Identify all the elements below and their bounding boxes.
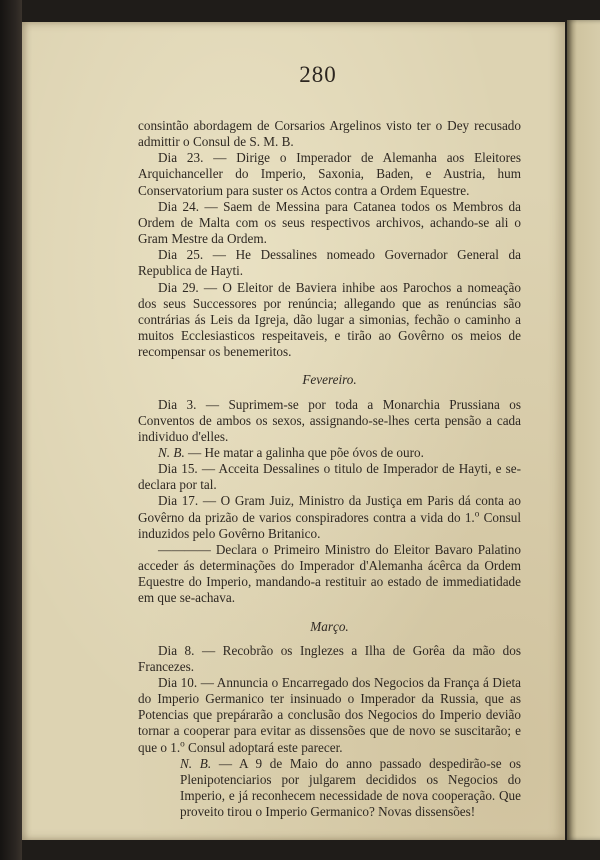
- entry-dia-15: Dia 15. — Acceita Dessalines o titulo de Imperador de Hayti, e se-declara por tal.: [138, 461, 521, 493]
- entry-dia-3: Dia 3. — Suprimem-se por toda a Monarchia Prussiana os Conventos de ambos os sexos, assignando-se-lhes certa pensão a cada individuo d'elles.: [138, 396, 521, 444]
- facing-page-edge: [567, 20, 600, 840]
- entry-text: Consul induzidos pelo Govêrno Britanico.: [138, 509, 522, 541]
- nb-label: N. B.: [180, 755, 212, 771]
- entry-dia-25: Dia 25. — He Dessalines nomeado Governador General da Republica de Hayti.: [138, 247, 521, 279]
- entry-dia-23: Dia 23. — Dirige o Imperador de Alemanha aos Eleitores Arquichanceller do Imperio, Saxonia, Baden, e Austria, hum Conservatorium para suster os Actos contra a Ordem Equestre.: [138, 150, 521, 198]
- month-heading-marco: Março.: [310, 618, 349, 634]
- nb-label: N. B.: [158, 444, 185, 460]
- nota-bene: [138, 756, 521, 821]
- entry-dia-29: Dia 29. — O Eleitor de Baviera inhibe aos Parochos a nomeação dos seus Successores por renúncia; allegando que as renúncias são contrárias ás Leis da Igreja, dão lugar a simonias, fechão o caminho a muitos Ecclesiasticos respeitaveis, e tirão ao Govêrno os meios de recompensar os benemeritos.: [138, 279, 521, 360]
- month-heading-fevereiro: Fevereiro.: [302, 372, 357, 388]
- nb-text: — A 9 de Maio do anno passado despedirão-se os Plenipotenciarios por julgarem decididos os Negocios do Imperio, e já reconhecem necessidade de nova cooperação. Que proveito tirou o Imperio Germanico? Novas dissensões!: [180, 755, 521, 820]
- nb-text: — He matar a galinha que põe óvos de ouro.: [184, 444, 424, 460]
- entry-text: Dia 10. — Annuncia o Encarregado dos Negocios da França á Dieta do Imperio Germanico ter insinuado o Imperador da Russia, que as Potencias que prepárarão a conclusão dos Negocios do Imperio devião tornar a cooperar para evitar as dissensões que de novo se suscitarão; e que o 1.: [138, 675, 521, 755]
- entry-dia-17: [138, 493, 521, 541]
- nota-bene: [138, 445, 521, 461]
- entry-dia-10: [138, 675, 521, 756]
- page-number: 280: [299, 62, 337, 87]
- superscript: o: [474, 508, 480, 519]
- page-text: [138, 118, 521, 820]
- entry-declara: ———— Declara o Primeiro Ministro do Eleitor Bavaro Palatino acceder ás determinações do Imperador d'Alemanha ácêrca da Ordem Equestre do Imperio, mandando-a restituir ao estado de immediatidade em que se-achava.: [138, 541, 521, 606]
- entry-dia-8: Dia 8. — Recobrão os Inglezes a Ilha de Gorêa da mão dos Francezes.: [138, 642, 521, 674]
- book-spine: [0, 0, 22, 860]
- superscript: o: [180, 738, 185, 749]
- entry-text: Consul adoptará este parecer.: [184, 739, 343, 755]
- entry-text: Dia 17. — O Gram Juiz, Ministro da Justiça em Paris dá conta ao Govêrno da prizão de varios conspiradores contra a vida do 1.: [138, 493, 521, 525]
- paragraph: consintão abordagem de Corsarios Argelinos visto ter o Dey recusado admittir o Consul de S. M. B.: [138, 118, 521, 150]
- entry-dia-24: Dia 24. — Saem de Messina para Catanea todos os Membros da Ordem de Malta com os seus respectivos archivos, achando-se ali o Gram Mestre da Ordem.: [138, 198, 521, 247]
